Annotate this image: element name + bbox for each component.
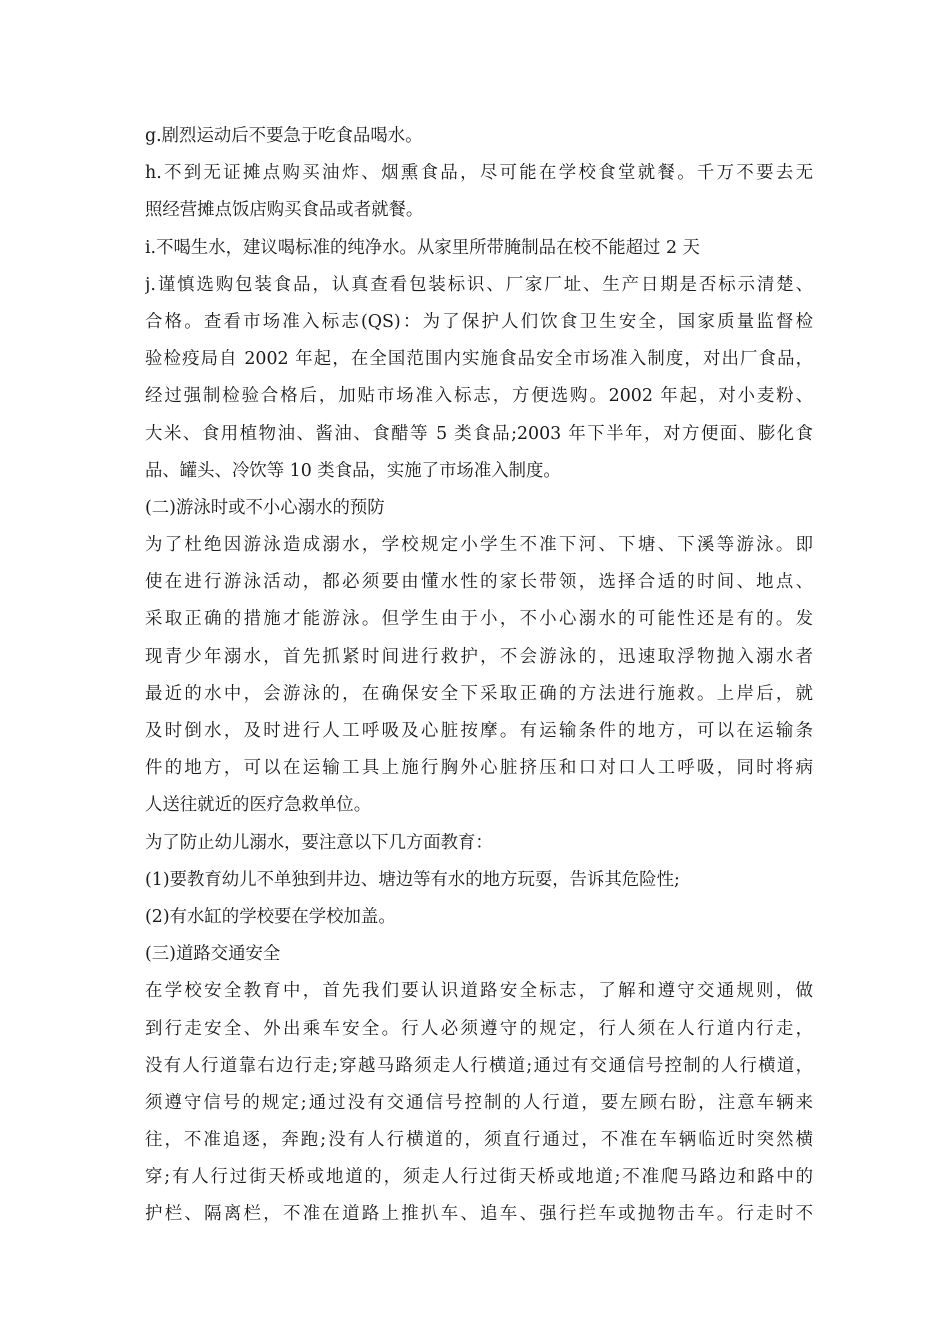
text-line: (1)要教育幼儿不单独到井边、塘边等有水的地方玩耍，告诉其危险性;: [145, 869, 680, 890]
text-line: 大米、食用植物油、酱油、食醋等 5 类食品;2003 年下半年，对方便面、膨化食: [145, 423, 813, 444]
text-line: (2)有水缸的学校要在学校加盖。: [145, 906, 396, 927]
text-line: 为了防止幼儿溺水，要注意以下几方面教育：: [145, 832, 493, 853]
text-line: g.剧烈运动后不要急于吃食品喝水。: [145, 126, 423, 146]
text-line: i.不喝生水，建议喝标准的纯净水。从家里所带腌制品在校不能超过 2 天: [145, 237, 700, 258]
document-body: [145, 118, 813, 1234]
text-line: 为了杜绝因游泳造成溺水，学校规定小学生不准下河、下塘、下溪等游泳。即: [145, 535, 813, 556]
text-line: 往，不准追逐，奔跑;没有人行横道的，须直行通过，不准在车辆临近时突然横: [145, 1130, 813, 1151]
text-line: h.不到无证摊点购买油炸、烟熏食品，尽可能在学校食堂就餐。千万不要去无: [145, 163, 813, 184]
text-line: 须遵守信号的规定;通过没有交通信号控制的人行道，要左顾右盼，注意车辆来: [145, 1092, 813, 1113]
text-line: 到行走安全、外出乘车安全。行人必须遵守的规定，行人须在人行道内行走，: [145, 1018, 813, 1039]
text-line: 穿;有人行过街天桥或地道的，须走人行过街天桥或地道;不准爬马路边和路中的: [145, 1167, 813, 1188]
text-line: 件的地方，可以在运输工具上施行胸外心脏挤压和口对口人工呼吸，同时将病: [145, 758, 813, 779]
text-line: 及时倒水，及时进行人工呼吸及心脏按摩。有运输条件的地方，可以在运输条: [145, 721, 813, 741]
text-line: 人送往就近的医疗急救单位。: [145, 795, 372, 816]
text-line: j.谨慎选购包装食品，认真查看包装标识、厂家厂址、生产日期是否标示清楚、: [145, 274, 813, 295]
text-line: 采取正确的措施才能游泳。但学生由于小，不小心溺水的可能性还是有的。发: [145, 609, 813, 630]
text-line: 照经营摊点饭店购买食品或者就餐。: [145, 200, 424, 221]
text-line: 没有人行道靠右边行走;穿越马路须走人行横道;通过有交通信号控制的人行横道，: [145, 1055, 813, 1076]
text-line: (二)游泳时或不小心溺水的预防: [145, 497, 385, 518]
text-line: 品、罐头、冷饮等 10 类食品，实施了市场准入制度。: [145, 460, 561, 481]
text-line: 护栏、隔离栏，不准在道路上推扒车、追车、强行拦车或抛物击车。行走时不: [145, 1204, 813, 1225]
text-line: 现青少年溺水，首先抓紧时间进行救护，不会游泳的，迅速取浮物抛入溺水者: [145, 646, 813, 667]
text-line: 使在进行游泳活动，都必须要由懂水性的家长带领，选择合适的时间、地点、: [145, 572, 813, 593]
text-line: 验检疫局自 2002 年起，在全国范围内实施食品安全市场准入制度，对出厂食品，: [145, 349, 813, 370]
text-line: 合格。查看市场准入标志(QS)：为了保护人们饮食卫生安全，国家质量监督检: [145, 311, 813, 332]
text-line: 最近的水中，会游泳的，在确保安全下采取正确的方法进行施救。上岸后，就: [145, 683, 813, 704]
text-line: 在学校安全教育中，首先我们要认识道路安全标志，了解和遵守交通规则，做: [145, 981, 813, 1002]
text-line: 经过强制检验合格后，加贴市场准入标志，方便选购。2002 年起，对小麦粉、: [145, 386, 813, 407]
text-line: (三)道路交通安全: [145, 944, 281, 965]
